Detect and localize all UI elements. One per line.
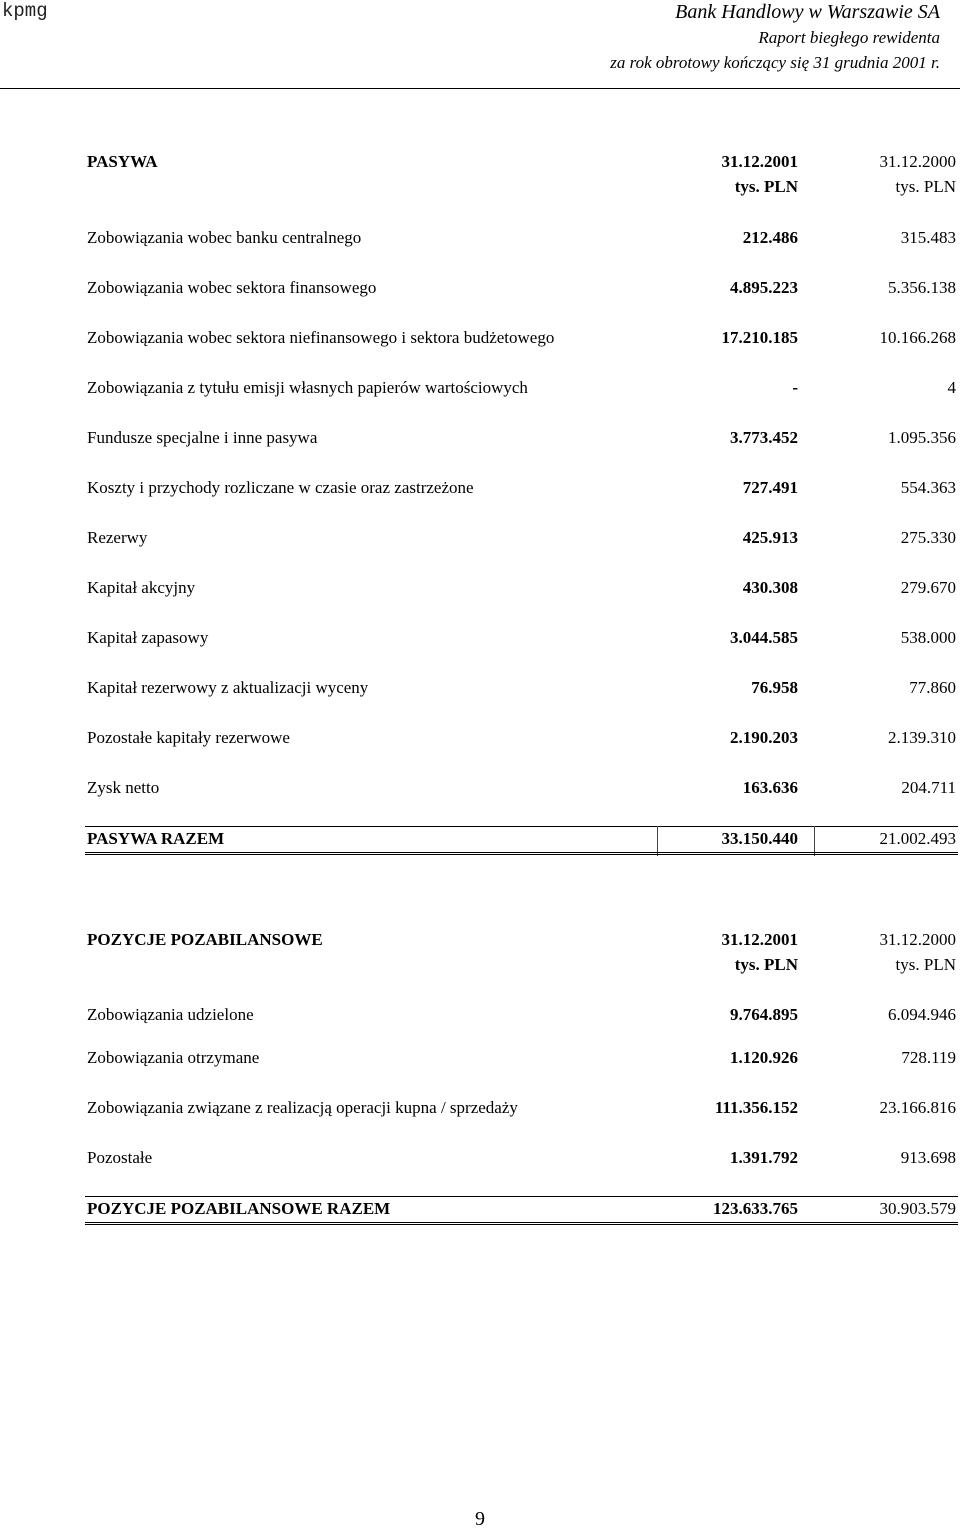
off-balance-title: POZYCJE POZABILANSOWE <box>87 930 323 949</box>
liabilities-total-row: PASYWA RAZEM 33.150.440 21.002.493 <box>87 829 956 848</box>
table-row: Zobowiązania wobec sektora finansowego 4.895.223 5.356.138 <box>87 278 956 297</box>
table-row: Kapitał zapasowy 3.044.585 538.000 <box>87 628 956 647</box>
report-period: za rok obrotowy kończący się 31 grudnia 2001 r. <box>610 53 940 72</box>
table-row: Pozostałe kapitały rezerwowe 2.190.203 2.139.310 <box>87 728 956 747</box>
table-row: Zobowiązania wobec sektora niefinansowego i sektora budżetowego 17.210.185 10.166.268 <box>87 328 956 347</box>
col-2000-date: 31.12.2000 <box>879 152 956 171</box>
table-row: Zobowiązania z tytułu emisji własnych papierów wartościowych - 4 <box>87 378 956 397</box>
table-row: Kapitał akcyjny 430.308 279.670 <box>87 578 956 597</box>
kpmg-logo: kpmg <box>2 0 48 22</box>
col-2000-date: 31.12.2000 <box>879 930 956 949</box>
liabilities-title: PASYWA <box>87 152 158 171</box>
header-divider <box>0 88 960 89</box>
col-2001-unit: tys. PLN <box>734 955 798 974</box>
company-name: Bank Handlowy w Warszawie SA <box>675 1 940 23</box>
table-row: Kapitał rezerwowy z aktualizacji wyceny 76.958 77.860 <box>87 678 956 697</box>
table-row: Pozostałe 1.391.792 913.698 <box>87 1148 956 1167</box>
off-balance-header-row <box>85 928 958 952</box>
table-row: Fundusze specjalne i inne pasywa 3.773.452 1.095.356 <box>87 428 956 447</box>
table-row: Rezerwy 425.913 275.330 <box>87 528 956 547</box>
table-row: Zobowiązania udzielone 9.764.895 6.094.946 <box>87 1005 956 1024</box>
header-titles <box>610 0 940 75</box>
total-rule-bottom <box>85 1222 958 1225</box>
col-2000-unit: tys. PLN <box>895 955 956 974</box>
table-row: Zobowiązania wobec banku centralnego 212.486 315.483 <box>87 228 956 247</box>
liabilities-unit-row <box>85 175 958 199</box>
off-balance-unit-row <box>85 953 958 977</box>
report-title: Raport biegłego rewidenta <box>758 28 940 47</box>
page-number: 9 <box>475 1508 485 1530</box>
col-2000-unit: tys. PLN <box>895 177 956 196</box>
col-2001-unit: tys. PLN <box>734 177 798 196</box>
table-row: Zobowiązania związane z realizacją operacji kupna / sprzedaży 111.356.152 23.166.816 <box>87 1098 956 1117</box>
col-2001-date: 31.12.2001 <box>721 930 798 949</box>
table-row: Koszty i przychody rozliczane w czasie oraz zastrzeżone 727.491 554.363 <box>87 478 956 497</box>
table-row: Zobowiązania otrzymane 1.120.926 728.119 <box>87 1048 956 1067</box>
off-balance-total-row: POZYCJE POZABILANSOWE RAZEM 123.633.765 30.903.579 <box>87 1199 956 1218</box>
total-rule-bottom <box>85 852 958 855</box>
liabilities-header-row <box>85 150 958 174</box>
table-row: Zysk netto 163.636 204.711 <box>87 778 956 797</box>
col-2001-date: 31.12.2001 <box>721 152 798 171</box>
